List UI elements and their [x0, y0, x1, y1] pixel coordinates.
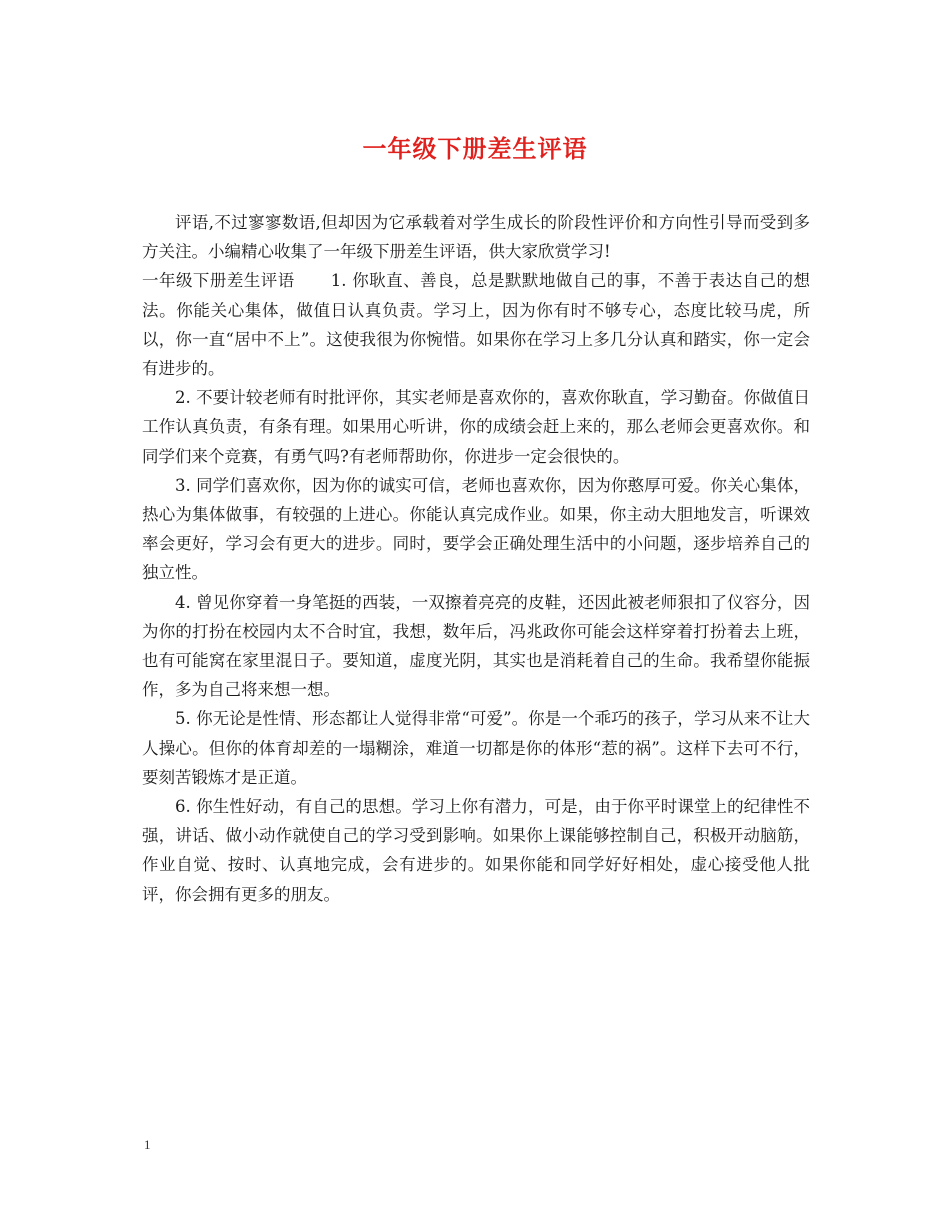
comment-item-6: 6. 你生性好动，有自己的思想。学习上你有潜力，可是，由于你平时课堂上的纪律性不强，讲话、做小动作就使自己的学习受到影响。如果你上课能够控制自己，积极开动脑筋，作业自觉、按时、认真地完成，会有进步的。如果你能和同学好好相处，虚心接受他人批评，你会拥有更多的朋友。 — [142, 797, 810, 904]
page-number: 1 — [144, 1137, 151, 1152]
intro-paragraph: 评语,不过寥寥数语,但却因为它承载着对学生成长的阶段性评价和方向性引导而受到多方关注。小编精心收集了一年级下册差生评语，供大家欣赏学习! — [142, 213, 810, 262]
comment-item-3: 3. 同学们喜欢你，因为你的诚实可信，老师也喜欢你，因为你憨厚可爱。你关心集体，热心为集体做事，有较强的上进心。你能认真完成作业。如果，你主动大胆地发言，听课效率会更好，学习会有更大的进步。同时，要学会正确处理生活中的小问题，逐步培养自己的独立性。 — [142, 475, 810, 583]
comment-item-4: 4. 曾见你穿着一身笔挺的西装，一双擦着亮亮的皮鞋，还因此被老师狠扣了仪容分，因为你的打扮在校园内太不合时宜，我想，数年后，冯兆政你可能会这样穿着打扮着去上班，也有可能窝在家里混日子。要知道，虚度光阴，其实也是消耗着自己的生命。我希望你能振作，多为自己将来想一想。 — [142, 592, 810, 700]
comment-item-5: 5. 你无论是性情、形态都让人觉得非常“可爱”。你是一个乖巧的孩子，学习从来不让大人操心。但你的体育却差的一塌糊涂，难道一切都是你的体形“惹的祸”。这样下去可不行，要刻苦锻炼才是正道。 — [142, 709, 810, 787]
comment-item-2: 2. 不要计较老师有时批评你，其实老师是喜欢你的，喜欢你耿直，学习勤奋。你做值日工作认真负责，有条有理。如果用心听讲，你的成绩会赶上来的，那么老师会更喜欢你。和同学们来个竞赛，有勇气吗?有老师帮助你，你进步一定会很快的。 — [142, 388, 810, 466]
subheading: 一年级下册差生评语 — [142, 271, 295, 291]
document-title: 一年级下册差生评语 — [362, 134, 588, 163]
comment-item-1: 1. 你耿直、善良，总是默默地做自己的事，不善于表达自己的想法。你能关心集体，做值日认真负责。学习上，因为你有时不够专心，态度比较马虎，所以，你一直“居中不上”。这使我很为你惋惜。如果你在学习上多几分认真和踏实，你一定会有进步的。 — [142, 271, 810, 379]
first-comment-paragraph — [142, 266, 810, 383]
document-body — [142, 208, 810, 909]
